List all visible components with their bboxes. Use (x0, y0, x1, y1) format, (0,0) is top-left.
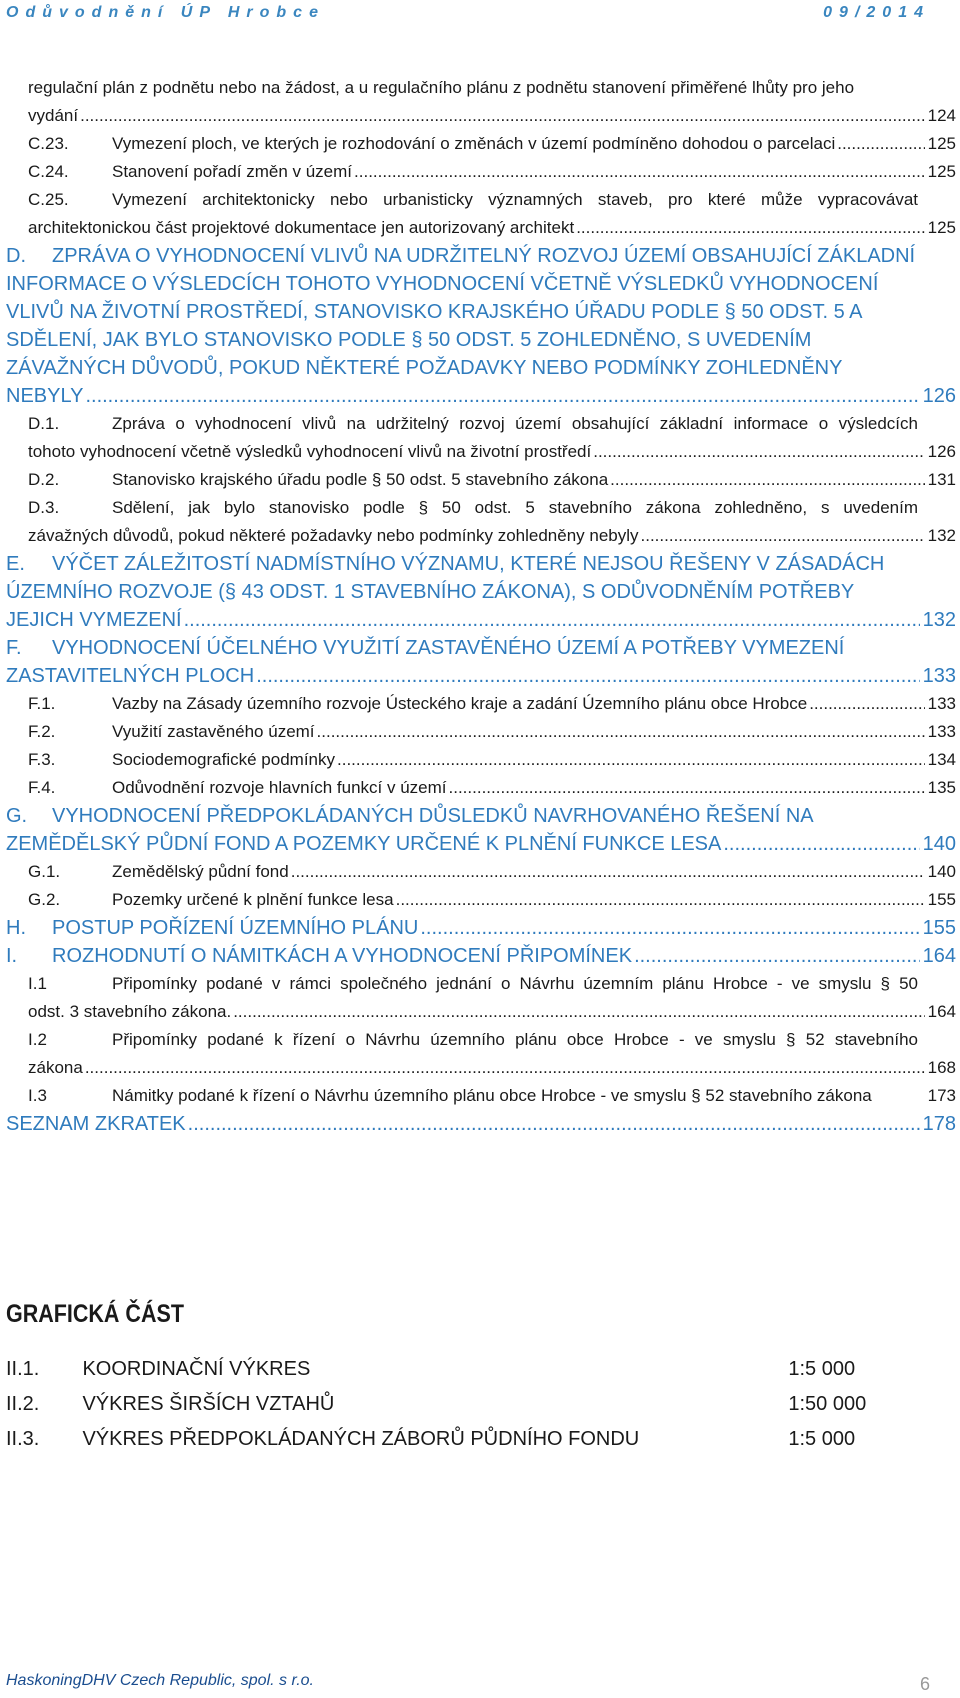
toc-entry-title: Námitky podané k řízení o Návrhu územního plánu obce Hrobce - ve smyslu § 52 stavebního zákona (112, 1086, 872, 1105)
toc-entry-text (112, 158, 928, 186)
toc-entry-page: 125 (927, 134, 956, 153)
toc-entry-line (28, 970, 956, 998)
toc-entry-page: 164 (927, 1002, 956, 1021)
toc-section[interactable] (6, 802, 958, 858)
toc-entry-page: 155 (927, 890, 956, 909)
toc-leader (641, 522, 925, 550)
toc-section-line (6, 802, 956, 830)
toc-entry-number: C.24. (28, 162, 69, 181)
toc-entry-title-cont: odst. 3 stavebního zákona. (28, 1002, 232, 1021)
toc-section-number: E. (6, 553, 25, 575)
toc-entry-page: 134 (927, 750, 956, 769)
toc-leader (634, 942, 920, 970)
toc-entry[interactable] (6, 1082, 958, 1110)
toc-entry-text (112, 690, 928, 718)
toc-section-line (6, 242, 956, 270)
toc-section[interactable] (6, 942, 958, 970)
toc-section[interactable] (6, 1110, 958, 1138)
toc-entry[interactable] (6, 970, 958, 1026)
toc-section-title-cont: NEBYLY (6, 385, 84, 407)
toc-entry-line (28, 102, 956, 130)
toc-entry-number: D.3. (28, 498, 60, 517)
toc-section-line (6, 662, 956, 690)
toc-section-number: I. (6, 945, 18, 967)
toc-entry-page: 124 (927, 106, 956, 125)
toc-leader (256, 662, 919, 690)
toc-leader (723, 830, 919, 858)
toc-entry-title: regulační plán z podnětu nebo na žádost, a u regulačního plánu z podnětu stanovení přiměřené lhůty pro jeho (28, 78, 855, 97)
drawing-list-item[interactable] (6, 1387, 906, 1422)
toc-entry-title-cont: vydání (28, 106, 79, 125)
toc-section-page: 164 (922, 945, 956, 967)
toc-section-text (52, 942, 923, 970)
drawing-title: VÝKRES ŠIRŠÍCH VZTAHŮ (82, 1393, 335, 1415)
toc-entry[interactable] (6, 494, 958, 550)
toc-entry-page: 132 (927, 526, 956, 545)
toc-section-title: SDĚLENÍ, JAK BYLO STANOVISKO PODLE § 50 ODST. 5 ZOHLEDNĚNO, S UVEDENÍM (6, 329, 812, 351)
toc-leader (610, 466, 924, 494)
document-date: 09/2014 (823, 4, 930, 21)
drawing-list-item[interactable] (6, 1422, 906, 1457)
toc-entry-title: Připomínky podané k řízení o Návrhu územního plánu obce Hrobce - ve smyslu § 52 stavebního (112, 1030, 918, 1049)
toc-entry[interactable] (6, 410, 958, 466)
toc-entry-number: I.1 (28, 974, 47, 993)
toc-section-title: POSTUP POŘÍZENÍ ÚZEMNÍHO PLÁNU (52, 917, 419, 939)
toc-entry-page: 133 (927, 694, 956, 713)
toc-section-line (6, 634, 956, 662)
toc-entry-page: 126 (927, 442, 956, 461)
toc-entry-title: Vazby na Zásady územního rozvoje Ústeckého kraje a zadání Územního plánu obce Hrobce (112, 694, 808, 713)
toc-section-title: VÝČET ZÁLEŽITOSTÍ NADMÍSTNÍHO VÝZNAMU, KTERÉ NEJSOU ŘEŠENY V ZÁSADÁCH (52, 553, 885, 575)
toc-entry[interactable] (6, 130, 958, 158)
toc-section-number: D. (6, 245, 26, 267)
toc-section[interactable] (6, 550, 958, 634)
graphic-part-list (6, 1352, 906, 1457)
toc-section-title: VLIVŮ NA ŽIVOTNÍ PROSTŘEDÍ, STANOVISKO KRAJSKÉHO ÚŘADU PODLE § 50 ODST. 5 A (6, 301, 863, 323)
toc-entry-text (112, 1082, 928, 1110)
toc-entry-title: Zpráva o vyhodnocení vlivů na udržitelný rozvoj území obsahující základní informace o výsledcích (112, 414, 918, 433)
toc-entry-number: C.25. (28, 190, 69, 209)
toc-entry-page: 135 (927, 778, 956, 797)
toc-entry-text (112, 774, 928, 802)
toc-entry-page: 131 (927, 470, 956, 489)
toc-leader (809, 690, 924, 718)
toc-entry-title: Sdělení, jak bylo stanovisko podle § 50 odst. 5 stavebního zákona zohledněno, s uvedením (112, 498, 918, 517)
toc-entry-line (28, 186, 956, 214)
drawing-scale: 1:50 000 (788, 1393, 867, 1415)
toc-entry[interactable] (6, 746, 958, 774)
drawing-number: II.2. (6, 1393, 40, 1415)
toc-entry-title: Stanovisko krajského úřadu podle § 50 odst. 5 stavebního zákona (112, 470, 609, 489)
toc-section[interactable] (6, 242, 958, 410)
toc-leader (396, 886, 925, 914)
toc-section-title-cont: ZASTAVITELNÝCH PLOCH (6, 665, 255, 687)
toc-leader (354, 158, 925, 186)
toc-section-page: 178 (922, 1113, 956, 1135)
toc-entry-title: Využití zastavěného území (112, 722, 315, 741)
toc-leader (317, 718, 925, 746)
toc-section-line (6, 354, 956, 382)
toc-entry-title: Pozemky určené k plnění funkce lesa (112, 890, 394, 909)
toc-section[interactable] (6, 914, 958, 942)
toc-entry-title: Stanovení pořadí změn v území (112, 162, 353, 181)
toc-section-line (6, 830, 956, 858)
toc-entry-number: G.1. (28, 862, 61, 881)
toc-section[interactable] (6, 634, 958, 690)
toc-leader (85, 382, 919, 410)
toc-entry[interactable] (6, 858, 958, 886)
toc-leader (576, 214, 924, 242)
toc-section-title: VYHODNOCENÍ PŘEDPOKLÁDANÝCH DŮSLEDKŮ NAVRHOVANÉHO ŘEŠENÍ NA (52, 805, 814, 827)
toc-section-text (52, 914, 923, 942)
drawing-scale: 1:5 000 (788, 1428, 856, 1450)
toc-leader (85, 1054, 925, 1082)
toc-entry[interactable] (6, 774, 958, 802)
toc-entry-page: 125 (927, 162, 956, 181)
toc-leader (420, 914, 919, 942)
toc-section-line (6, 606, 956, 634)
toc-section-page: 155 (922, 917, 956, 939)
toc-entry-text (112, 746, 928, 774)
toc-entry-number: I.2 (28, 1030, 47, 1049)
toc-entry-number: G.2. (28, 890, 61, 909)
toc-entry-number: I.3 (28, 1086, 47, 1105)
drawing-title: VÝKRES PŘEDPOKLÁDANÝCH ZÁBORŮ PŮDNÍHO FONDU (82, 1428, 640, 1450)
toc-section-number: H. (6, 917, 26, 939)
toc-entry-number: D.1. (28, 414, 60, 433)
toc-section-number: F. (6, 637, 22, 659)
toc-entry[interactable] (6, 718, 958, 746)
toc-entry[interactable] (6, 466, 958, 494)
toc-leader (80, 102, 925, 130)
toc-section-title: ROZHODNUTÍ O NÁMITKÁCH A VYHODNOCENÍ PŘIPOMÍNEK (52, 945, 633, 967)
toc-entry-title-cont: architektonickou část projektové dokumentace jen autorizovaný architekt (28, 218, 575, 237)
toc-entry[interactable] (6, 74, 958, 130)
toc-entry-title-cont: závažných důvodů, pokud některé požadavky nebo podmínky zohledněny nebyly (28, 526, 639, 545)
toc-section-title: ÚZEMNÍHO ROZVOJE (§ 43 ODST. 1 STAVEBNÍHO ZÁKONA), S ODŮVODNĚNÍM POTŘEBY (6, 581, 855, 603)
toc-section-line (6, 382, 956, 410)
toc-leader (291, 858, 925, 886)
toc-entry-number: D.2. (28, 470, 60, 489)
toc-entry-number: F.1. (28, 694, 56, 713)
toc-entry[interactable] (6, 690, 958, 718)
toc-section-line (6, 550, 956, 578)
toc-leader (337, 746, 925, 774)
graphic-part-title: GRAFICKÁ ČÁST (6, 1300, 184, 1328)
toc-section-page: 126 (922, 385, 956, 407)
toc-section-title: INFORMACE O VÝSLEDCÍCH TOHOTO VYHODNOCENÍ VČETNĚ VÝSLEDKŮ VYHODNOCENÍ (6, 273, 879, 295)
document-title: Odůvodnění ÚP Hrobce (6, 4, 325, 21)
toc-entry-line (28, 410, 956, 438)
toc-section-line (6, 270, 956, 298)
toc-section-page: 140 (922, 833, 956, 855)
toc-section-title: ZPRÁVA O VYHODNOCENÍ VLIVŮ NA UDRŽITELNÝ ROZVOJ ÚZEMÍ OBSAHUJÍCÍ ZÁKLADNÍ (52, 245, 916, 267)
toc-section-number: G. (6, 805, 28, 827)
toc-entry-number: F.2. (28, 722, 56, 741)
toc-entry[interactable] (6, 886, 958, 914)
footer-company: HaskoningDHV Czech Republic, spol. s r.o. (6, 1672, 314, 1689)
drawing-scale: 1:5 000 (788, 1358, 856, 1380)
page-header (6, 2, 930, 26)
toc-entry-text (112, 718, 928, 746)
toc-entry[interactable] (6, 1026, 958, 1082)
toc-entry[interactable] (6, 158, 958, 186)
toc-entry-number: F.4. (28, 778, 56, 797)
toc-section-page: 132 (922, 609, 956, 631)
drawing-list-item[interactable] (6, 1352, 906, 1387)
toc-leader (188, 1110, 920, 1138)
table-of-contents (6, 74, 958, 1138)
drawing-title: KOORDINAČNÍ VÝKRES (82, 1358, 311, 1380)
toc-section-line (6, 578, 956, 606)
toc-entry-line (28, 214, 956, 242)
toc-entry[interactable] (6, 186, 958, 242)
toc-entry-line (28, 998, 956, 1026)
toc-entry-text (112, 858, 928, 886)
toc-entry-line (28, 1026, 956, 1054)
toc-entry-number: C.23. (28, 134, 69, 153)
toc-leader (593, 438, 924, 466)
toc-section-line (6, 298, 956, 326)
toc-entry-title-cont: tohoto vyhodnocení včetně výsledků vyhodnocení vlivů na životní prostředí (28, 442, 592, 461)
toc-leader (184, 606, 920, 634)
toc-entry-title: Vymezení ploch, ve kterých je rozhodování o změnách v území podmíněno dohodou o parcelaci (112, 134, 836, 153)
toc-entry-line (28, 1054, 956, 1082)
toc-section-title: SEZNAM ZKRATEK (6, 1113, 186, 1135)
toc-entry-page: 133 (927, 722, 956, 741)
toc-entry-page: 173 (927, 1086, 956, 1105)
toc-entry-title: Odůvodnění rozvoje hlavních funkcí v území (112, 778, 447, 797)
toc-entry-line (28, 438, 956, 466)
toc-entry-page: 125 (927, 218, 956, 237)
toc-entry-title-cont: zákona (28, 1058, 83, 1077)
toc-section-title: ZÁVAŽNÝCH DŮVODŮ, POKUD NĚKTERÉ POŽADAVKY NEBO PODMÍNKY ZOHLEDNĚNY (6, 357, 843, 379)
drawing-number: II.1. (6, 1358, 40, 1380)
toc-entry-page: 140 (927, 862, 956, 881)
toc-leader (449, 774, 925, 802)
toc-section-title: VYHODNOCENÍ ÚČELNÉHO VYUŽITÍ ZASTAVĚNÉHO ÚZEMÍ A POTŘEBY VYMEZENÍ (52, 637, 845, 659)
toc-entry-text (112, 130, 928, 158)
toc-entry-title: Sociodemografické podmínky (112, 750, 336, 769)
toc-entry-text (112, 886, 928, 914)
drawing-number: II.3. (6, 1428, 40, 1450)
toc-entry-page: 168 (927, 1058, 956, 1077)
toc-entry-line (28, 494, 956, 522)
toc-section-title-cont: JEJICH VYMEZENÍ (6, 609, 182, 631)
toc-section-title-cont: ZEMĚDĚLSKÝ PŮDNÍ FOND A POZEMKY URČENÉ K PLNĚNÍ FUNKCE LESA (6, 833, 722, 855)
toc-entry-title: Zemědělský půdní fond (112, 862, 289, 881)
toc-entry-number: F.3. (28, 750, 56, 769)
toc-entry-title: Připomínky podané v rámci společného jednání o Návrhu územním plánu Hrobce - ve smyslu § 50 (112, 974, 918, 993)
toc-entry-title: Vymezení architektonicky nebo urbanisticky významných staveb, pro které může vypracovávat (112, 190, 918, 209)
toc-leader (837, 130, 924, 158)
toc-entry-text (112, 466, 928, 494)
toc-leader (233, 998, 924, 1026)
page-number: 6 (919, 1674, 930, 1694)
toc-section-page: 133 (922, 665, 956, 687)
toc-entry-line (28, 522, 956, 550)
toc-section-line (6, 326, 956, 354)
